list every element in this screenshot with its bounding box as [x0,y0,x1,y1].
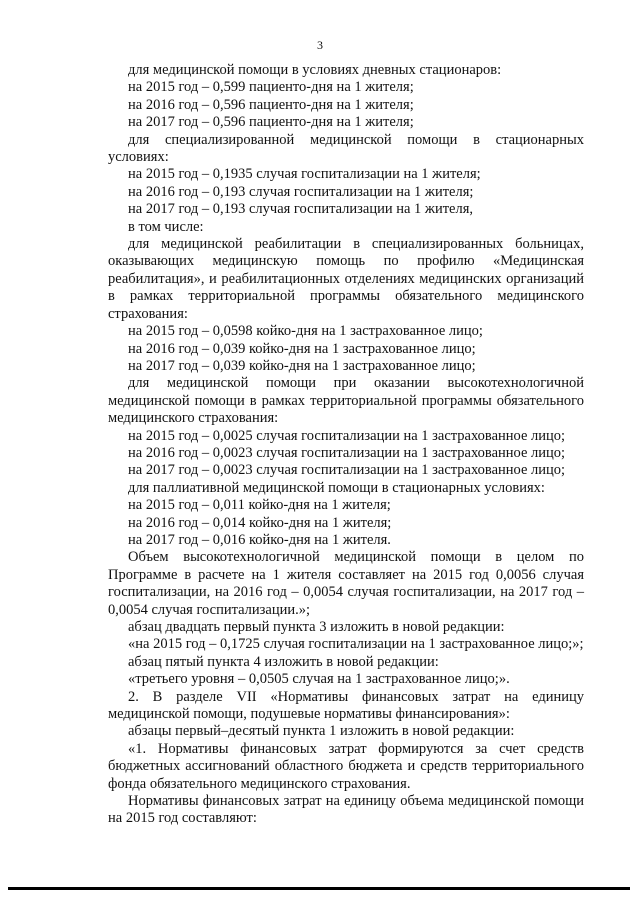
paragraph: абзац двадцать первый пункта 3 изложить в новой редакции: [128,619,505,635]
paragraph: для паллиативной медицинской помощи в стационарных условиях: [128,479,545,496]
paragraph: для медицинской помощи в условиях дневных стационаров: [128,62,502,78]
paragraph: на 2015 год – 0,011 койко-дня на 1 жителя; [128,497,391,514]
paragraph: на 2015 год – 0,0025 случая госпитализации на 1 застрахованное лицо; [128,427,566,444]
paragraph: для специализированной медицинской помощи в стационарных условиях: [108,131,584,166]
document-body [108,62,584,828]
paragraph: на 2015 год – 0,0598 койко-дня на 1 застрахованное лицо; [128,323,483,340]
paragraph: на 2017 год – 0,016 койко-дня на 1 жителя. [128,531,391,548]
paragraph: Объем высокотехнологичной медицинской помощи в целом по Программе в расчете на 1 жителя составляет на 2015 год 0,0056 случая госпитализации, на 2016 год – 0,0054 случая госпитализации, на 2017 год – 0,0054 случая госпитализации.»; [108,549,584,618]
paragraph: в том числе: [128,218,204,235]
paragraph: на 2017 год – 0,596 пациенто-дня на 1 жителя; [128,114,414,131]
paragraph: на 2016 год – 0,039 койко-дня на 1 застрахованное лицо; [128,340,476,357]
paragraph: на 2016 год – 0,0023 случая госпитализации на 1 застрахованное лицо; [128,444,566,461]
paragraph: на 2017 год – 0,039 койко-дня на 1 застрахованное лицо; [128,357,476,374]
paragraph: «третьего уровня – 0,0505 случая на 1 застрахованное лицо;». [128,671,510,688]
paragraph: на 2016 год – 0,014 койко-дня на 1 жителя; [128,514,392,531]
paragraph: Нормативы финансовых затрат на единицу объема медицинской помощи на 2015 год составляют: [108,793,584,827]
paragraph: абзац пятый пункта 4 изложить в новой редакции: [128,653,439,670]
paragraph: «1. Нормативы финансовых затрат формируются за счет средств бюджетных ассигнований областного бюджета и средств территориального фонда обязательного медицинского страхования. [108,740,584,792]
paragraph: на 2015 год – 0,599 пациенто-дня на 1 жителя; [128,79,414,96]
paragraph: для медицинской реабилитации в специализированных больницах, оказывающих медицинскую помощь по профилю «Медицинская реабилитация», и реабилитационных отделениях медицинских организаций в рамках территориальной программы обязательного медицинского страхования: [108,236,584,322]
bottom-rule [8,887,630,890]
paragraph: для медицинской помощи при оказании высокотехнологичной медицинской помощи в рамках территориальной программы обязательного медицинского страхования: [108,375,584,427]
paragraph: на 2017 год – 0,0023 случая госпитализации на 1 застрахованное лицо; [128,462,566,479]
paragraph: 2. В разделе VII «Нормативы финансовых затрат на единицу медицинской помощи, подушевые нормативы финансирования»: [108,688,584,723]
paragraph: на 2016 год – 0,596 пациенто-дня на 1 жителя; [128,96,414,113]
paragraph: «на 2015 год – 0,1725 случая госпитализации на 1 застрахованное лицо;»; [128,636,584,653]
paragraph: абзацы первый–десятый пункта 1 изложить в новой редакции: [128,723,515,740]
page-number: 3 [317,38,323,52]
paragraph: на 2017 год – 0,193 случая госпитализации на 1 жителя, [128,201,474,218]
paragraph: на 2015 год – 0,1935 случая госпитализации на 1 жителя; [128,166,481,183]
paragraph: на 2016 год – 0,193 случая госпитализации на 1 жителя; [128,183,474,200]
